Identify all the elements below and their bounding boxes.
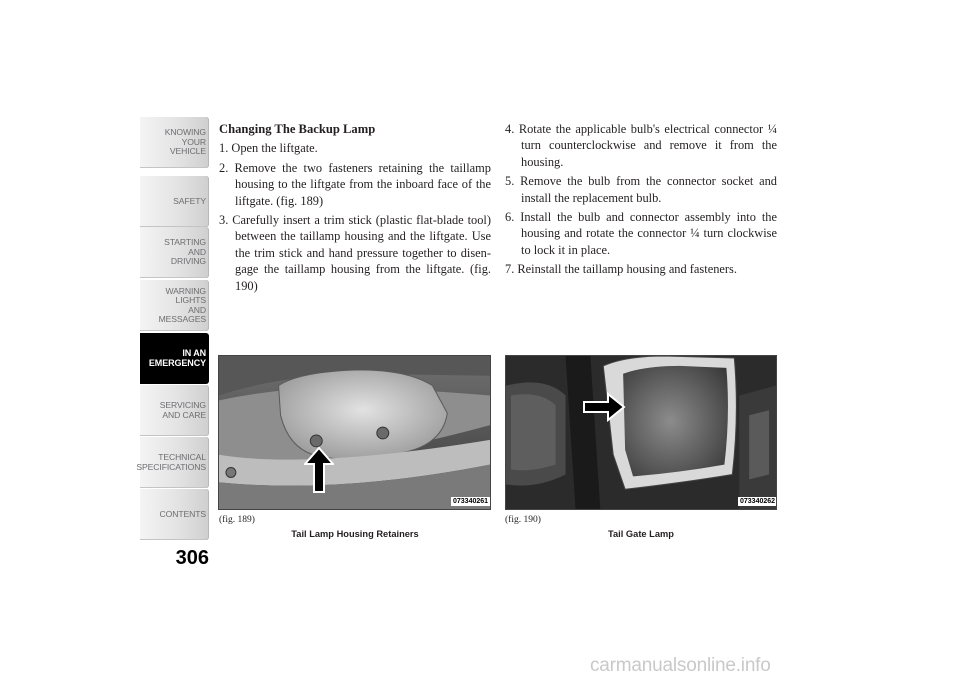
- left-column: [219, 121, 491, 297]
- step-item: 1. Open the liftgate.: [219, 141, 318, 156]
- tab-servicing-and-care[interactable]: SERVICING AND CARE: [140, 385, 209, 436]
- tail-gate-lamp-illustration: [506, 356, 776, 509]
- page-number: 306: [175, 547, 209, 569]
- right-arrow-icon: [582, 392, 626, 422]
- taillamp-housing-illustration: [219, 356, 490, 509]
- figure-ref: (fig. 189): [219, 515, 255, 525]
- watermark: carmanualsonline.info: [590, 655, 771, 676]
- step-item: 7. Reinstall the taillamp housing and fasteners.: [505, 262, 737, 277]
- figure-ref: (fig. 190): [505, 515, 541, 525]
- tab-starting-and-driving[interactable]: STARTING AND DRIVING: [140, 227, 209, 278]
- tab-in-an-emergency[interactable]: IN AN EMERGENCY: [140, 333, 209, 384]
- right-column: [505, 121, 777, 281]
- figure-tail-gate-lamp: [505, 355, 777, 510]
- figure-caption: Tail Lamp Housing Retainers: [291, 529, 419, 539]
- up-arrow-icon: [304, 446, 334, 494]
- figure-taillamp-housing-retainers: [218, 355, 491, 510]
- tab-warning-lights[interactable]: WARNING LIGHTS AND MESSAGES: [140, 280, 209, 331]
- step-item: 4. Rotate the applicable bulb's electrical connector ¼ turn counterclockwise and remove it from the housing.: [505, 122, 777, 169]
- step-item: 6. Install the bulb and connector assembly into the housing and rotate the connector ¼ turn clockwise to lock it in place.: [505, 210, 777, 257]
- tab-safety[interactable]: SAFETY: [140, 176, 209, 227]
- step-item: 3. Carefully insert a trim stick (plastic flat-blade tool) between the taillamp housing and the liftgate. Use the trim stick and hand pressure together to disen-gage the taillamp housing from the liftgate. (fig. 190): [219, 213, 491, 293]
- section-heading: Changing The Backup Lamp: [219, 122, 376, 136]
- step-item: 2. Remove the two fasteners retaining the taillamp housing to the liftgate from the inboard face of the liftgate. (fig. 189): [219, 160, 491, 208]
- step-item: 5. Remove the bulb from the connector socket and install the replacement bulb.: [505, 174, 777, 205]
- tab-contents[interactable]: CONTENTS: [140, 489, 209, 540]
- tab-technical-specifications[interactable]: TECHNICAL SPECIFICATIONS: [140, 437, 209, 488]
- figure-code: 073340262: [740, 498, 776, 505]
- figure-caption: Tail Gate Lamp: [608, 529, 674, 539]
- tab-knowing-your-vehicle[interactable]: KNOWING YOUR VEHICLE: [140, 117, 209, 168]
- figure-code: 073340261: [453, 498, 489, 505]
